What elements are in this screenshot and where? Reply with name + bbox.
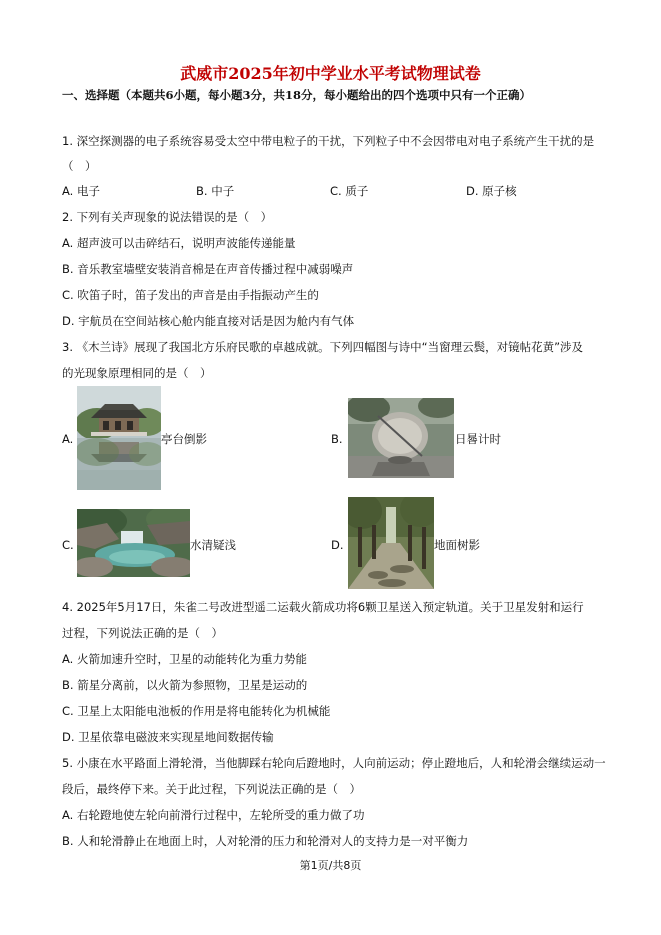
q2-option-a: A. 超声波可以击碎结石，说明声波能传递能量 [62,236,296,250]
q5-option-b: B. 人和轮滑静止在地面上时，人对轮滑的压力和轮滑对人的支持力是一对平衡力 [62,834,469,848]
q1-option-d: D. 原子核 [466,184,517,198]
q4-option-c: C. 卫星上太阳能电池板的作用是将电能转化为机械能 [62,704,331,718]
q2-option-c: C. 吹笛子时，笛子发出的声音是由手指振动产生的 [62,288,319,302]
q4-option-a: A. 火箭加速升空时，卫星的动能转化为重力势能 [62,652,307,666]
q4-stem: 4. 2025年5月17日，朱雀二号改进型遥二运载火箭成功将6颗卫星送入预定轨道。关于卫星发射和运行 [62,600,584,614]
q4-stem-cont: 过程，下列说法正确的是（ ） [62,626,223,640]
q3-option-d-letter: D. [331,538,344,552]
q1-option-b: B. 中子 [196,184,235,198]
clear-water-image [77,509,190,577]
tree-shadows-image [348,497,434,589]
q4-option-d: D. 卫星依靠电磁波来实现星地间数据传输 [62,730,274,744]
q3-option-c-letter: C. [62,538,74,552]
sundial-image [348,398,454,478]
q4-option-b: B. 箭星分离前，以火箭为参照物，卫星是运动的 [62,678,308,692]
q3-stem-cont: 的光现象原理相同的是（ ） [62,366,212,380]
q1-stem-cont: （ ） [62,159,97,173]
q2-option-d: D. 宇航员在空间站核心舱内能直接对话是因为舱内有气体 [62,314,355,328]
q3-option-d-caption: 地面树影 [434,538,480,552]
q2-option-b: B. 音乐教室墙壁安装消音棉是在声音传播过程中减弱噪声 [62,262,354,276]
q3-option-a-caption: 亭台倒影 [161,432,207,446]
q3-option-b-letter: B. [331,432,343,446]
q5-stem: 5. 小康在水平路面上滑轮滑，当他脚踩右轮向后蹬地时，人向前运动；停止蹬地后，人和轮滑会继续运动一 [62,756,606,770]
q1-option-a: A. 电子 [62,184,100,198]
q3-stem: 3. 《木兰诗》展现了我国北方乐府民歌的卓越成就。下列四幅图与诗中“当窗理云鬓，对镜帖花黄”涉及 [62,340,584,354]
q1-stem: 1. 深空探测器的电子系统容易受太空中带电粒子的干扰，下列粒子中不会因带电对电子系统产生干扰的是 [62,134,595,148]
q5-option-a: A. 右轮蹬地使左轮向前滑行过程中，左轮所受的重力做了功 [62,808,365,822]
q1-option-c: C. 质子 [330,184,369,198]
q3-option-b-caption: 日晷计时 [455,432,501,446]
q2-stem: 2. 下列有关声现象的说法错误的是（ ） [62,210,273,224]
q3-option-a-letter: A. [62,432,74,446]
pavilion-reflection-image [77,386,161,490]
page-footer: 第1页/共8页 [299,859,362,872]
q3-option-c-caption: 水清疑浅 [190,538,236,552]
q5-stem-cont: 段后，最终停下来。关于此过程，下列说法正确的是（ ） [62,782,361,796]
section-heading: 一、选择题（本题共6小题，每小题3分，共18分，每小题给出的四个选项中只有一个正确） [62,88,532,102]
exam-title: 武威市2025年初中学业水平考试物理试卷 [180,64,481,83]
